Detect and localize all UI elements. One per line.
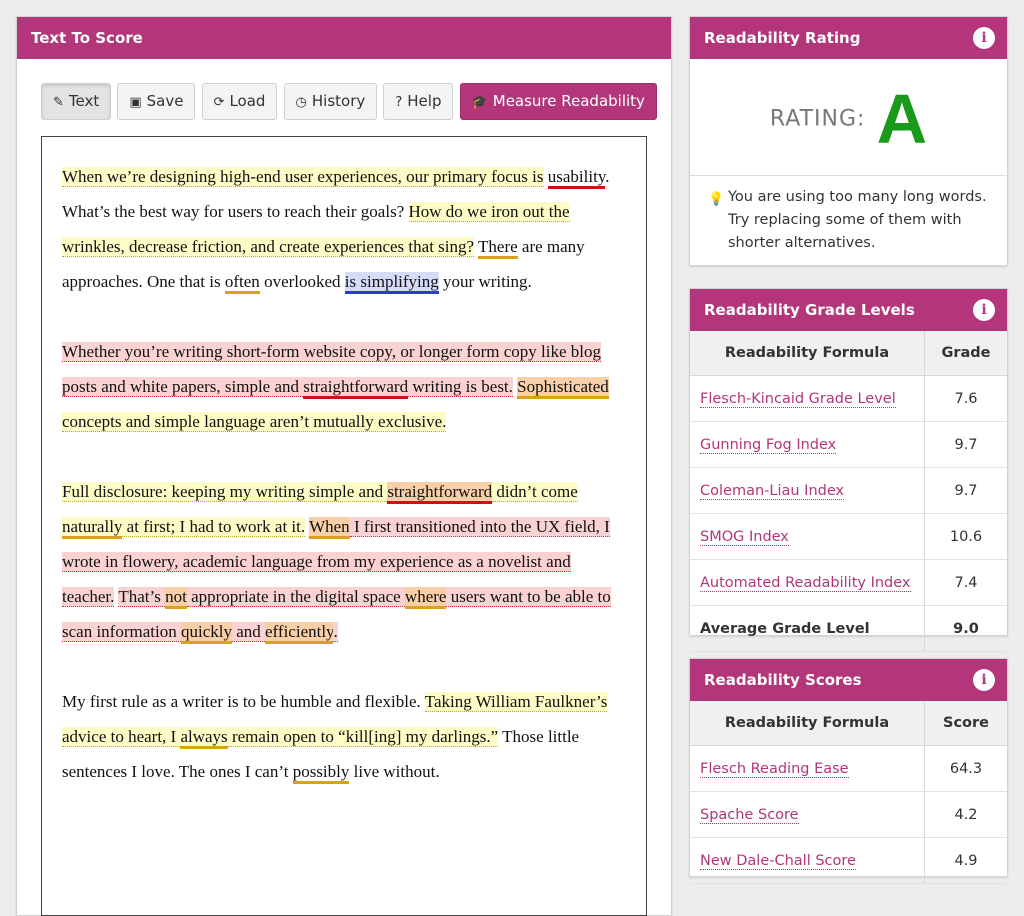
readability-rating-header [690, 17, 1007, 59]
highlighted-phrase[interactable]: appropriate in the digital space [186, 587, 405, 606]
formula-cell [690, 792, 925, 838]
column-header-grade: Grade [925, 331, 1008, 376]
panel-title: Readability Scores [704, 671, 862, 689]
average-row [690, 606, 1007, 652]
highlighted-phrase[interactable]: and [231, 622, 266, 641]
formula-cell [690, 422, 925, 468]
save-button[interactable] [117, 83, 195, 120]
grade-levels-table [690, 331, 1007, 652]
formula-cell [690, 560, 925, 606]
formula-link[interactable]: Flesch Reading Ease [700, 760, 849, 777]
text-button-label: Text [68, 92, 100, 110]
info-icon[interactable]: i [973, 299, 995, 321]
help-button-label: Help [407, 92, 442, 110]
highlighted-phrase[interactable]: quickly [181, 622, 232, 644]
paragraph: When we’re designing high-end user experiences, our primary focus is usability. What’s the best way for users to reach their goals? How do we iron out the wrinkles, decrease friction, and create experiences that sing? There are many approaches. One that is often overlooked is simplifying your writing. [62, 159, 626, 299]
formula-cell [690, 746, 925, 792]
table-row [690, 422, 1007, 468]
highlighted-phrase[interactable]: How do we iron out the wrinkles, decrease friction, and create experiences that sing? [62, 202, 570, 256]
highlighted-phrase[interactable]: writing is best. [408, 377, 513, 396]
lightbulb-icon: 💡 [708, 192, 725, 207]
rating-value: A [876, 80, 928, 158]
floppy-disk-icon: ▣ [129, 95, 142, 110]
info-icon[interactable]: i [973, 27, 995, 49]
value-cell: 4.9 [925, 838, 1008, 884]
table-row [690, 468, 1007, 514]
readability-scores-panel [689, 658, 1008, 877]
refresh-icon: ⟳ [213, 95, 225, 110]
readability-grade-levels-panel [689, 288, 1008, 636]
clock-icon: ◷ [295, 95, 307, 110]
column-header-formula: Readability Formula [690, 701, 925, 746]
highlighted-phrase[interactable]: always [180, 727, 227, 749]
table-row [690, 560, 1007, 606]
highlighted-phrase[interactable]: users want to be able to scan information [62, 587, 611, 641]
highlighted-phrase[interactable]: When [309, 517, 350, 539]
average-label: Average Grade Level [690, 606, 925, 652]
formula-link[interactable]: Automated Readability Index [700, 574, 911, 591]
highlighted-phrase[interactable]: where [405, 587, 447, 609]
value-cell: 9.7 [925, 468, 1008, 514]
highlighted-phrase[interactable]: straightforward [387, 482, 492, 504]
info-icon[interactable]: i [973, 669, 995, 691]
measure-readability-label: Measure Readability [492, 92, 645, 110]
highlighted-phrase[interactable]: at first; I had to work at it. [122, 517, 306, 536]
formula-cell [690, 376, 925, 422]
help-button[interactable] [383, 83, 453, 120]
panel-title: Text To Score [31, 29, 143, 47]
history-button-label: History [311, 92, 366, 110]
table-row [690, 376, 1007, 422]
value-cell: 10.6 [925, 514, 1008, 560]
table-header-row [690, 331, 1007, 376]
formula-link[interactable]: New Dale-Chall Score [700, 852, 856, 869]
value-cell: 9.7 [925, 422, 1008, 468]
table-row [690, 838, 1007, 884]
table-row [690, 514, 1007, 560]
text-button[interactable] [41, 83, 111, 120]
question-circle-icon: ? [395, 95, 403, 110]
readability-rating-panel [689, 16, 1008, 266]
formula-link[interactable]: SMOG Index [700, 528, 789, 545]
highlighted-phrase[interactable]: Full disclosure: keeping my writing simple and [62, 482, 388, 501]
highlighted-phrase[interactable]: usability [548, 167, 605, 189]
formula-link[interactable]: Coleman-Liau Index [700, 482, 845, 499]
table-row [690, 792, 1007, 838]
highlighted-phrase[interactable]: concepts and simple language aren’t mutually exclusive. [62, 412, 447, 431]
formula-cell [690, 838, 925, 884]
formula-link[interactable]: Gunning Fog Index [700, 436, 837, 453]
highlighted-phrase[interactable]: . [333, 622, 338, 641]
scores-table [690, 701, 1007, 884]
highlighted-phrase[interactable]: Whether you’re writing short-form website copy, or longer form copy like blog posts and white papers, simple and [62, 342, 601, 396]
text-editor[interactable] [41, 136, 647, 916]
column-header-score: Score [925, 701, 1008, 746]
highlighted-phrase[interactable]: not [165, 587, 187, 609]
formula-link[interactable]: Spache Score [700, 806, 799, 823]
highlighted-phrase[interactable]: I first transitioned into the UX field, I wrote in flowery, academic language from my experience as a novelist and teacher. [62, 517, 610, 606]
highlighted-phrase[interactable]: Taking William Faulkner’s advice to heart, I [62, 692, 608, 746]
value-cell: 7.4 [925, 560, 1008, 606]
highlighted-phrase[interactable]: straightforward [303, 377, 408, 399]
panel-title: Readability Grade Levels [704, 301, 915, 319]
tip-text: You are using too many long words. Try replacing some of them with shorter alternatives. [728, 189, 987, 251]
value-cell: 4.2 [925, 792, 1008, 838]
formula-cell [690, 514, 925, 560]
paragraph [62, 474, 626, 649]
highlighted-phrase[interactable]: didn’t come [492, 482, 578, 501]
measure-readability-button[interactable] [460, 83, 657, 120]
highlighted-phrase[interactable]: Sophisticated [517, 377, 609, 399]
grade-levels-header [690, 289, 1007, 331]
highlighted-phrase[interactable]: That’s [118, 587, 166, 606]
paragraph [62, 334, 626, 439]
panel-title: Readability Rating [704, 29, 861, 47]
highlighted-phrase[interactable]: efficiently [265, 622, 333, 644]
value-cell: 64.3 [925, 746, 1008, 792]
highlighted-phrase[interactable]: often [225, 272, 260, 294]
average-value: 9.0 [925, 606, 1008, 652]
text-to-score-panel [16, 16, 672, 916]
editor-toolbar [41, 83, 658, 121]
graduation-cap-icon: 🎓 [471, 95, 488, 110]
value-cell: 7.6 [925, 376, 1008, 422]
column-header-formula: Readability Formula [690, 331, 925, 376]
highlighted-phrase[interactable]: remain open to “kill[ing] my darlings.” [227, 727, 499, 746]
pencil-icon: ✎ [53, 95, 64, 110]
rating-tip [690, 175, 1007, 255]
formula-link[interactable]: Flesch-Kincaid Grade Level [700, 390, 896, 407]
table-row [690, 746, 1007, 792]
paragraph: My first rule as a writer is to be humble and flexible. Taking William Faulkner’s advice to heart, I always remain open to “kill[ing] my darlings.” Those little sentences I love. The ones I can’t possibly live without. [62, 684, 626, 789]
highlighted-phrase[interactable]: When we’re designing high-end user experiences, our primary focus is [62, 167, 544, 186]
rating-label: RATING: [769, 106, 866, 132]
formula-cell [690, 468, 925, 514]
highlighted-phrase[interactable]: possibly [293, 762, 350, 784]
load-button-label: Load [229, 92, 266, 110]
highlighted-phrase[interactable]: naturally [62, 517, 122, 539]
load-button[interactable] [202, 83, 278, 120]
scores-header [690, 659, 1007, 701]
save-button-label: Save [146, 92, 184, 110]
text-to-score-header [17, 17, 671, 59]
highlighted-phrase[interactable]: There [478, 237, 518, 259]
table-header-row [690, 701, 1007, 746]
history-button[interactable] [284, 83, 378, 120]
highlighted-phrase[interactable]: is simplifying [345, 272, 439, 294]
rating-display [690, 79, 1007, 159]
